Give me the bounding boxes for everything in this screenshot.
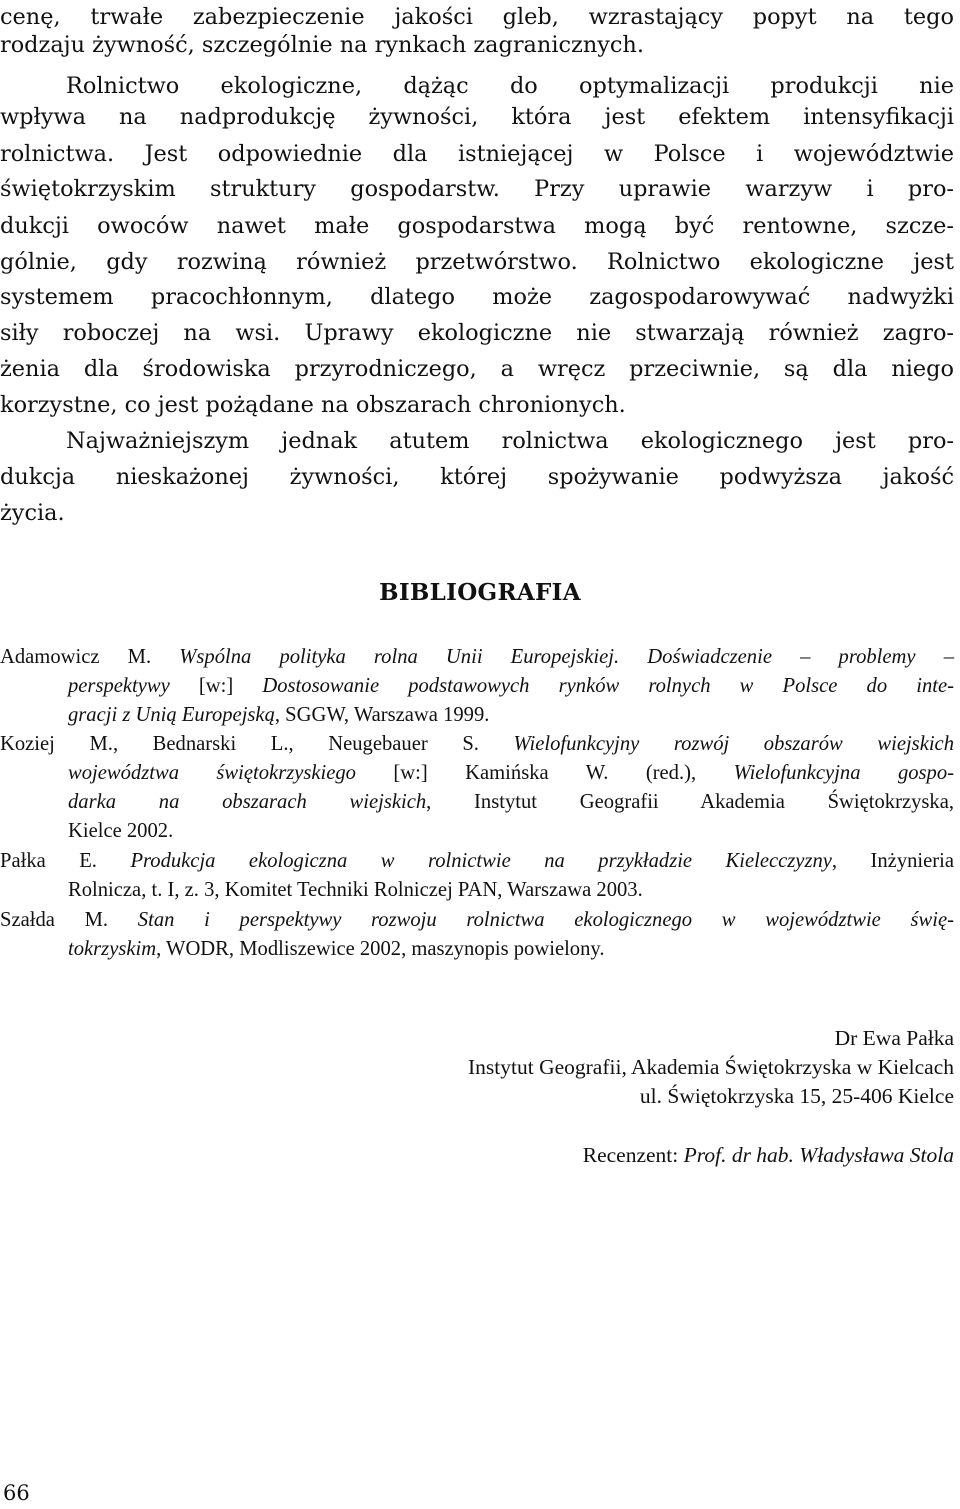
author-institution: Instytut Geografii, Akademia Świętokrzyska w Kielcach [468, 1055, 954, 1079]
body-line: żenia dla środowiska przyrodniczego, a wręcz przeciwnie, są dla niego [0, 356, 954, 382]
bib-title: tokrzyskim [68, 938, 157, 960]
body-line: rolnictwa. Jest odpowiednie dla istniejącej w Polsce i województwie [0, 141, 954, 167]
bib-title: Wielofunkcyjny rozwój obszarów wiejskich [513, 733, 954, 755]
bib-title: Stan i perspektywy rozwoju rolnictwa ekologicznego w województwie świę- [137, 909, 954, 931]
bib-entry-adamowicz [0, 642, 954, 672]
bib-text: , Instytut Geografii Akademia Świętokrzyska, [426, 791, 955, 813]
bib-title: Dostosowanie podstawowych rynków rolnych w Polsce do inte- [262, 675, 954, 697]
body-line: systemem pracochłonnym, dlatego może zagospodarowywać nadwyżki [0, 284, 954, 310]
body-line: cenę, trwałe zabezpieczenie jakości gleb, wzrastający popyt na tego [0, 4, 954, 30]
bib-text: , SGGW, Warszawa 1999. [274, 704, 490, 726]
reviewer-line [583, 1140, 954, 1170]
body-line: świętokrzyskim struktury gospodarstw. Przy uprawie warzyw i pro- [0, 176, 954, 202]
body-line: gólnie, gdy rozwiną również przetwórstwo. Rolnictwo ekologiczne jest [0, 249, 954, 275]
bibliography-heading: BIBLIOGRAFIA [379, 579, 581, 606]
bib-text: , Inżynieria [831, 850, 955, 872]
body-line: Najważniejszym jednak atutem rolnictwa ekologicznego jest pro- [66, 428, 954, 454]
bib-entry-palka [0, 846, 954, 876]
bib-title: Wspólna polityka rolna Unii Europejskiej. Doświadczenie – problemy – [179, 646, 954, 668]
bib-entry-line [68, 934, 954, 964]
bib-title: perspektywy [68, 675, 170, 697]
body-line: korzystne, co jest pożądane na obszarach chronionych. [0, 392, 626, 418]
bib-title: gracji z Unią Europejską [68, 704, 275, 726]
bib-author: Adamowicz M. [0, 646, 180, 668]
reviewer-name: Prof. dr hab. Władysława Stola [683, 1143, 954, 1167]
bib-author: Koziej M., Bednarski L., Neugebauer S. [0, 733, 514, 755]
bib-entry-line: Rolnicza, t. I, z. 3, Komitet Techniki Rolniczej PAN, Warszawa 2003. [68, 879, 643, 901]
body-line: rodzaju żywność, szczególnie na rynkach zagranicznych. [0, 32, 644, 58]
bib-entry-line [68, 700, 954, 730]
bib-text: [w:] [169, 675, 263, 697]
author-address: ul. Świętokrzyska 15, 25-406 Kielce [639, 1084, 954, 1108]
body-line: życia. [0, 500, 65, 526]
body-line: wpływa na nadprodukcję żywności, która jest efektem intensyfikacji [0, 104, 954, 130]
author-name: Dr Ewa Pałka [834, 1026, 954, 1050]
body-line: dukcja nieskażonej żywności, której spożywanie podwyższa jakość [0, 464, 954, 490]
body-line: dukcji owoców nawet małe gospodarstwa mogą być rentowne, szcze- [0, 213, 954, 239]
bib-entry-line [68, 787, 954, 817]
body-line: siły roboczej na wsi. Uprawy ekologiczne nie stwarzają również zagro- [0, 320, 954, 346]
bib-text: , WODR, Modliszewice 2002, maszynopis powielony. [156, 938, 605, 960]
bib-author: Pałka E. [0, 850, 131, 872]
bib-title: darka na obszarach wiejskich [68, 791, 427, 813]
reviewer-label: Recenzent: [582, 1143, 684, 1167]
bib-text: [w:] Kamińska W. (red.), [355, 762, 734, 784]
page-number: 66 [3, 1481, 30, 1505]
bib-entry-koziej [0, 729, 954, 759]
body-line: Rolnictwo ekologiczne, dążąc do optymalizacji produkcji nie [66, 73, 954, 99]
bib-entry-szalda [0, 905, 954, 935]
bib-author: Szałda M. [0, 909, 138, 931]
bib-title: Produkcja ekologiczna w rolnictwie na przykładzie Kielecczyzny [130, 850, 832, 872]
bib-entry-line [68, 671, 954, 701]
bib-entry-line [68, 758, 954, 788]
bib-entry-line: Kielce 2002. [68, 820, 174, 842]
bib-title: Wielofunkcyjna gospo- [733, 762, 954, 784]
bib-title: województwa świętokrzyskiego [68, 762, 356, 784]
